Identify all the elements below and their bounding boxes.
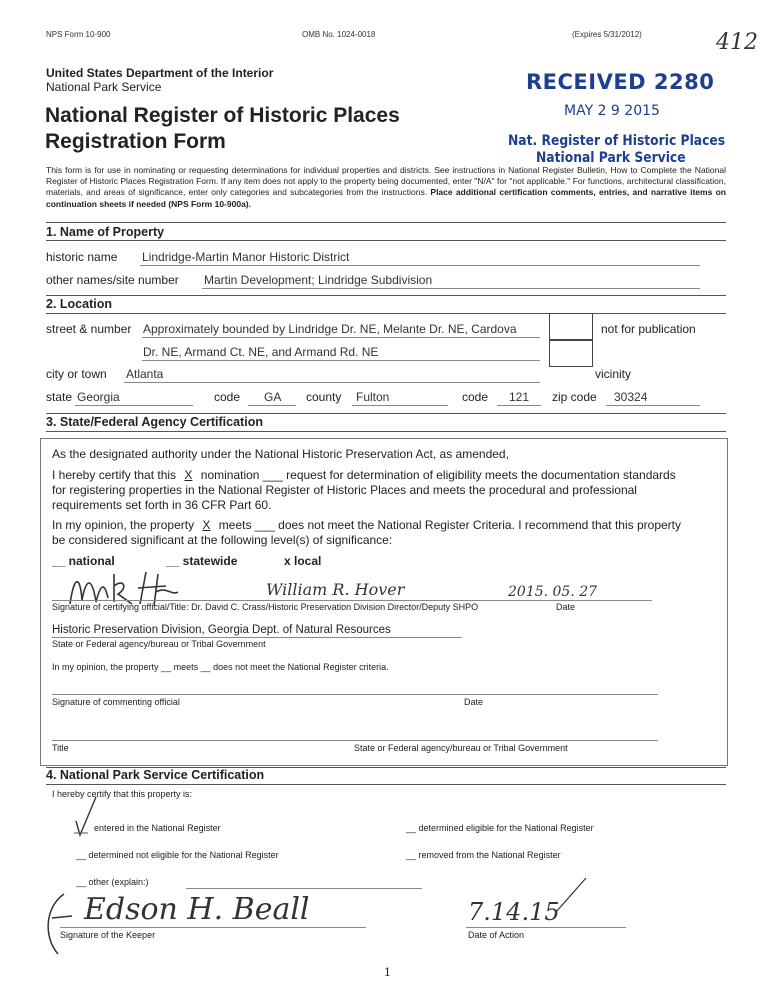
commenting-signature-label: Signature of commenting official (52, 697, 180, 707)
nomination-mark[interactable]: X (184, 468, 193, 482)
action-date: 7.14.15 (468, 898, 560, 926)
instructions-text: This form is for use in nominating or requesting determinations for individual properties and districts. See instructions in National Register Bulletin, How to Complete the National Register of Historic Places Registration Form. If any item does not apply to the property being documented, enter "N/A" for "not applicable." For functions, architectural classification, materials, and areas of significance, enter only categories and subcategories from the instructions. (46, 165, 726, 198)
instructions-bold: Place additional certification comments, entries, and narrative items on continuation sheets if needed (NPS Form 10-900a). (46, 187, 726, 209)
street-value-line1[interactable]: Approximately bounded by Lindridge Dr. NE, Melante Dr. NE, Cardova (143, 322, 517, 336)
level-national[interactable]: __ national (52, 554, 115, 568)
cert-line3: requirements set forth in 36 CFR Part 60. (52, 498, 272, 512)
department-name: United States Department of the Interior (46, 66, 274, 80)
opinion-line1 (52, 518, 681, 532)
zip-label: zip code (552, 390, 597, 404)
received-stamp-date: MAY 2 9 2015 (564, 103, 660, 119)
state-value[interactable]: Georgia (77, 390, 120, 404)
action-date-flourish (552, 874, 592, 914)
not-for-publication-label: not for publication (601, 322, 696, 336)
form-subtitle: Registration Form (45, 130, 226, 153)
section-1-heading: 1. Name of Property (46, 225, 165, 239)
certifying-agency-value[interactable]: Historic Preservation Division, Georgia Dept. of Natural Resources (52, 624, 391, 636)
county-value[interactable]: Fulton (356, 390, 390, 404)
other-names-value[interactable]: Martin Development; Lindridge Subdivision (204, 273, 433, 287)
commenting-title-label: Title (52, 743, 69, 753)
level-statewide[interactable]: __ statewide (166, 554, 238, 568)
removed-option[interactable]: __ removed from the National Register (406, 850, 561, 860)
cert-line1 (52, 468, 676, 482)
opinion-line2: be considered significant at the following level(s) of significance: (52, 533, 393, 547)
cert-authority: As the designated authority under the National Historic Preservation Act, as amended, (52, 447, 509, 461)
not-eligible-option[interactable]: __ determined not eligible for the National Register (76, 850, 279, 860)
not-for-publication-checkbox[interactable] (549, 313, 593, 341)
certifying-signature-label: Signature of certifying official/Title: Dr. David C. Crass/Historic Preservation Division Director/Deputy SHPO (52, 602, 479, 612)
keeper-signature-label: Signature of the Keeper (60, 930, 156, 940)
commenting-agency-label: State or Federal agency/bureau or Tribal Government (354, 743, 568, 753)
opinion-line1-a: In my opinion, the property (52, 518, 195, 532)
eligible-option[interactable]: __ determined eligible for the National Register (406, 823, 594, 833)
other-option[interactable]: __ other (explain:) (76, 877, 149, 887)
expires-date: (Expires 5/31/2012) (572, 30, 642, 39)
city-value[interactable]: Atlanta (126, 367, 164, 381)
entered-option[interactable]: entered in the National Register (94, 823, 221, 833)
omb-number: OMB No. 1024-0018 (302, 30, 376, 39)
vicinity-checkbox[interactable] (549, 339, 593, 367)
form-instructions (46, 165, 726, 210)
opinion-line1-b: meets ___ does not meet the National Register Criteria. I recommend that this property (218, 518, 682, 532)
state-code-label: code (214, 390, 241, 404)
meets-mark[interactable]: X (202, 518, 211, 532)
county-code-value[interactable]: 121 (509, 390, 530, 404)
historic-name-label: historic name (46, 250, 118, 264)
commenting-opinion: In my opinion, the property __ meets __ does not meet the National Register criteria. (52, 662, 389, 672)
level-local[interactable]: x local (284, 554, 322, 568)
certifying-date-label: Date (556, 602, 576, 612)
section-2-heading: 2. Location (46, 297, 112, 311)
certifying-date: 2015. 05. 27 (508, 584, 598, 600)
zip-value[interactable]: 30324 (614, 390, 648, 404)
cert-line2: for registering properties in the National Register of Historic Places and meets the procedural and professional (52, 483, 637, 497)
keeper-check-mark (62, 795, 102, 841)
received-stamp-line2: National Park Service (536, 150, 686, 166)
section-4-heading: 4. National Park Service Certification (46, 768, 265, 782)
page-mark: 412 (716, 30, 758, 55)
action-date-label: Date of Action (468, 930, 525, 940)
certifying-signature-name: William R. Hover (266, 580, 405, 599)
received-stamp: RECEIVED 2280 (526, 70, 715, 94)
service-name: National Park Service (46, 80, 162, 94)
state-label: state (46, 390, 73, 404)
vicinity-label: vicinity (595, 367, 632, 381)
keeper-intro: I hereby certify that this property is: (52, 789, 193, 799)
keeper-signature: Edson H. Beall (84, 892, 310, 927)
county-label: county (306, 390, 342, 404)
received-stamp-line1: Nat. Register of Historic Places (508, 133, 726, 149)
state-code-value[interactable]: GA (264, 390, 282, 404)
cert-line1-a: I hereby certify that this (52, 468, 177, 482)
section-3-heading: 3. State/Federal Agency Certification (46, 415, 263, 429)
page-number: 1 (384, 966, 391, 979)
historic-name-value[interactable]: Lindridge-Martin Manor Historic District (142, 250, 350, 264)
other-names-label: other names/site number (46, 273, 179, 287)
keeper-signature-flourish (38, 888, 78, 958)
commenting-date-label: Date (464, 697, 484, 707)
street-value-line2[interactable]: Dr. NE, Armand Ct. NE, and Armand Rd. NE (143, 345, 379, 359)
county-code-label: code (462, 390, 489, 404)
form-number: NPS Form 10-900 (46, 30, 111, 39)
street-label: street & number (46, 322, 132, 336)
cert-line1-b: nomination ___ request for determination of eligibility meets the documentation standards (200, 468, 676, 482)
city-label: city or town (46, 367, 107, 381)
certifying-agency-label: State or Federal agency/bureau or Tribal Government (52, 639, 266, 649)
form-title: National Register of Historic Places (45, 104, 400, 127)
